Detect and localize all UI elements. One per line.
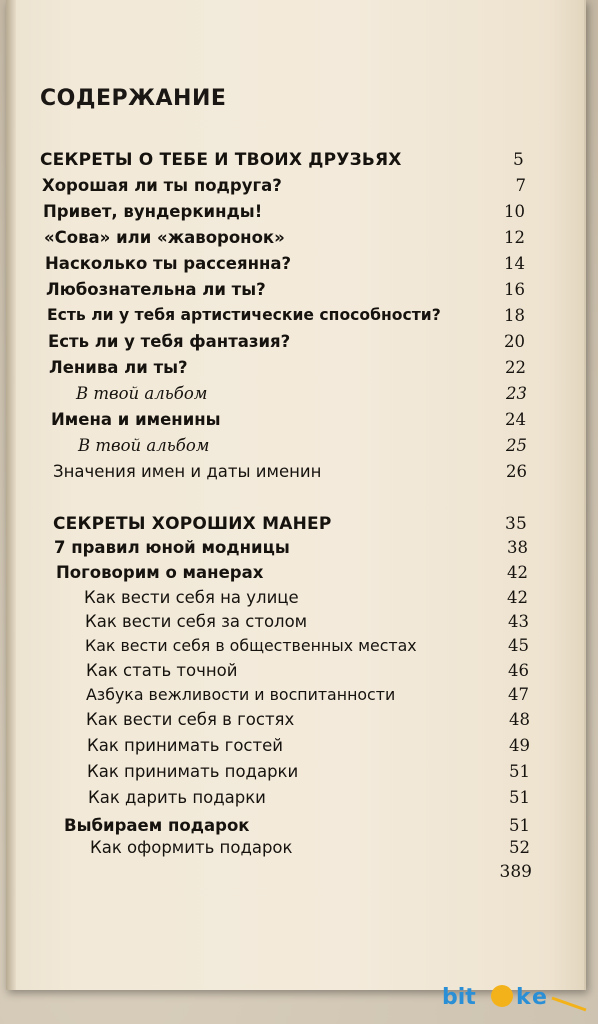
toc-page-number: 7 (515, 176, 526, 195)
toc-entry-title: В твой альбом (76, 384, 208, 403)
toc-page-number: 46 (508, 661, 529, 680)
toc-entry-title: Как вести себя в общественных местах (85, 636, 417, 655)
toc-entry-title: СЕКРЕТЫ ХОРОШИХ МАНЕР (53, 514, 332, 534)
toc-subentry (0, 588, 598, 614)
toc-page-number: 24 (505, 410, 526, 429)
toc-entry (0, 462, 598, 488)
toc-page-number: 10 (504, 202, 525, 221)
toc-entry-title: Как принимать подарки (87, 762, 299, 781)
svg-text:k: k (516, 985, 531, 1010)
toc-page-number: 51 (509, 816, 530, 835)
toc-entry-title: Как вести себя на улице (84, 588, 299, 607)
toc-subentry (0, 762, 598, 788)
toc-page-number: 51 (509, 762, 530, 781)
toc-page-number: 18 (504, 306, 525, 325)
toc-page-number: 12 (504, 228, 525, 247)
toc-subentry (0, 661, 598, 687)
toc-entry-title: Как вести себя в гостях (86, 710, 295, 729)
toc-page-number: 45 (508, 636, 529, 655)
toc-entry (0, 176, 598, 202)
toc-entry (0, 563, 598, 589)
toc-entry-title: Поговорим о манерах (56, 563, 264, 582)
toc-entry-title: Азбука вежливости и воспитанности (86, 685, 396, 704)
toc-entry-title: Как оформить подарок (90, 838, 293, 857)
toc-page-number: 16 (504, 280, 525, 299)
page-number: 389 (499, 862, 532, 882)
toc-subentry (0, 636, 598, 662)
toc-entry-title: Привет, вундеркинды! (43, 202, 263, 221)
toc-entry (0, 228, 598, 254)
toc-entry (0, 254, 598, 280)
toc-entry (0, 332, 598, 358)
toc-page-number: 20 (504, 332, 525, 351)
toc-page-number: 23 (506, 384, 527, 403)
toc-entry-title: Как дарить подарки (88, 788, 266, 807)
toc-page-number: 51 (509, 788, 530, 807)
toc-page-number: 49 (509, 736, 530, 755)
toc-subentry (0, 736, 598, 762)
toc-entry-title: Значения имен и даты именин (53, 462, 322, 481)
toc-entry (0, 358, 598, 384)
toc-entry (0, 306, 598, 332)
toc-entry-title: Как принимать гостей (87, 736, 283, 755)
toc-entry-title: Ленива ли ты? (49, 358, 188, 377)
toc-page-number: 25 (506, 436, 527, 455)
toc-page-number: 47 (508, 685, 529, 704)
toc-page-number: 42 (507, 588, 528, 607)
toc-section (0, 514, 598, 540)
toc-subentry (0, 436, 598, 462)
toc-entry (0, 410, 598, 436)
toc-subentry (0, 612, 598, 638)
toc-page-number: 26 (506, 462, 527, 481)
toc-entry-title: Как стать точной (86, 661, 238, 680)
toc-page-number: 14 (504, 254, 525, 273)
toc-subentry (0, 685, 598, 711)
toc-page-number: 35 (504, 514, 527, 534)
toc-entry-title: «Сова» или «жаворонок» (44, 228, 285, 247)
toc-entry-title: Есть ли у тебя артистические способности? (47, 306, 441, 324)
toc-subentry (0, 710, 598, 736)
contents-heading: СОДЕРЖАНИЕ (40, 86, 227, 111)
toc-entry-title: Насколько ты рассеянна? (45, 254, 292, 273)
toc-subentry (0, 838, 598, 864)
toc-entry-title: Любознательна ли ты? (46, 280, 266, 299)
toc-subentry (0, 788, 598, 814)
toc-entry-title: Как вести себя за столом (85, 612, 308, 631)
toc-page-number: 48 (509, 710, 530, 729)
toc-entry-title: 7 правил юной модницы (54, 538, 290, 557)
toc-entry-title: Есть ли у тебя фантазия? (48, 332, 291, 351)
toc-entry-title: Имена и именины (51, 410, 221, 429)
toc-section (0, 150, 598, 176)
toc-entry-title: В твой альбом (78, 436, 210, 455)
toc-page-number: 38 (507, 538, 528, 557)
toc-page-number: 52 (509, 838, 530, 857)
toc-page-number: 42 (507, 563, 528, 582)
toc-entry-title: СЕКРЕТЫ О ТЕБЕ И ТВОИХ ДРУЗЬЯХ (40, 150, 402, 170)
toc-entry-title: Выбираем подарок (64, 816, 250, 835)
svg-text:bit: bit (442, 985, 476, 1010)
toc-entry (0, 538, 598, 564)
toc-entry (0, 280, 598, 306)
toc-page-number: 43 (508, 612, 529, 631)
svg-text:e: e (532, 985, 547, 1010)
toc-entry (0, 202, 598, 228)
toc-subentry (0, 384, 598, 410)
toc-page-number: 22 (505, 358, 526, 377)
toc-page-number: 5 (512, 150, 524, 170)
bitoke-logo-icon (440, 976, 590, 1016)
toc-entry-title: Хорошая ли ты подруга? (42, 176, 282, 195)
